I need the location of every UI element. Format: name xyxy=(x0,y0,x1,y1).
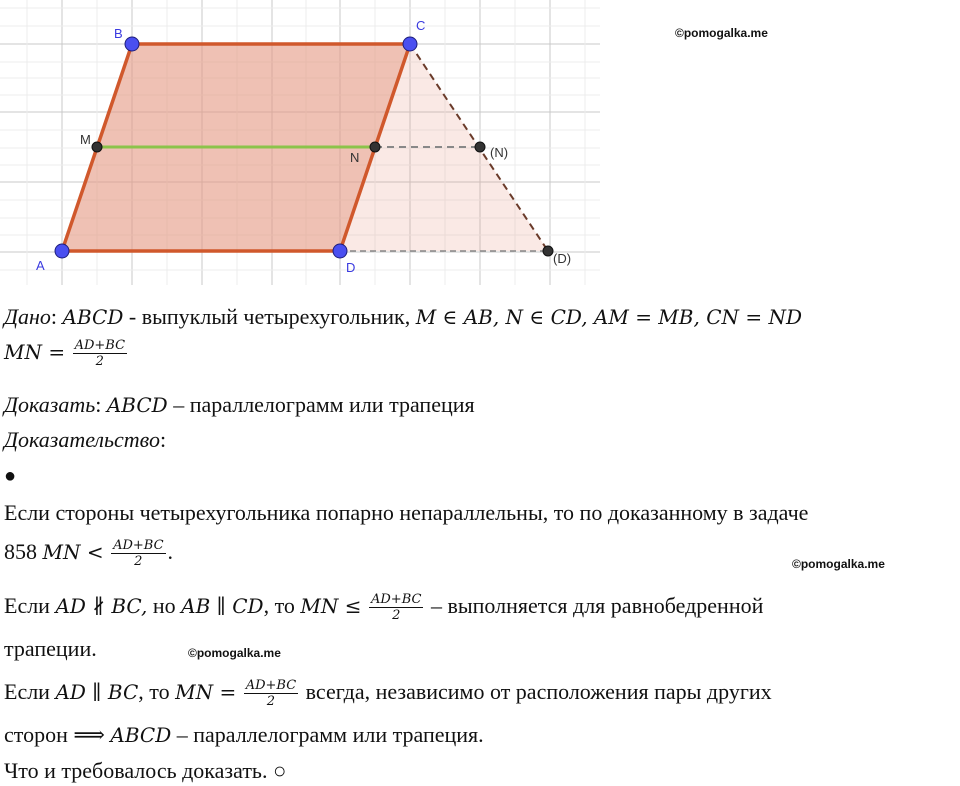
label-d: D xyxy=(346,260,356,275)
label-a: A xyxy=(36,258,45,273)
paragraph-3-b: сторон ⟹ ABCD – параллелограмм или трапеция. xyxy=(4,722,484,747)
watermark: ©pomogalka.me xyxy=(188,646,281,660)
paragraph-3-a: Если AD ∥ BC, то MN = $\frac{AD+BC}{2}$ всегда, независимо от расположения пары других xyxy=(4,678,772,710)
label-n: N xyxy=(350,150,360,165)
geometry-figure xyxy=(0,0,600,285)
label-c: C xyxy=(416,18,426,33)
fraction: $\frac{AD+BC}{2}$ xyxy=(245,678,297,710)
fraction: $\frac{AD+BC}{2}$ xyxy=(371,592,422,624)
paragraph-2-b: трапеции. xyxy=(4,636,97,661)
given-line: Дано: ABCD - выпуклый четырехугольник, M ∈ AB, N ∈ CD, AM = MB, CN = ND xyxy=(4,304,803,329)
mn-equation: MN = $\frac{AD+BC}{2}$ xyxy=(4,338,126,370)
watermark: ©pomogalka.me xyxy=(675,26,768,40)
fraction: $\frac{AD+BC}{2}$ xyxy=(113,538,164,570)
label-n2: (N) xyxy=(490,145,509,160)
paragraph-1-b: 858 MN < $\frac{AD+BC}{2}$ . xyxy=(4,538,174,570)
label-m: M xyxy=(80,132,91,147)
prove-line: Доказать: ABCD – параллелограмм или трапеция xyxy=(4,392,475,417)
label-b: B xyxy=(114,26,123,41)
qed-line: Что и требовалось доказать. ○ xyxy=(4,758,287,783)
fraction: $\frac{AD+BC}{2}$ xyxy=(74,338,126,370)
watermark: ©pomogalka.me xyxy=(792,557,885,571)
bullet: ● xyxy=(4,465,17,487)
paragraph-2-a: Если AD ∦ BC, но AB ∥ CD, то MN ≤ $\frac{AD+BC}{2}$ – выполняется для равнобедренной xyxy=(4,592,764,624)
proof-label: Доказательство: xyxy=(4,427,167,452)
label-d2: (D) xyxy=(553,251,572,266)
paragraph-1-a: Если стороны четырехугольника попарно непараллельны, то по доказанному в задаче xyxy=(4,500,809,525)
